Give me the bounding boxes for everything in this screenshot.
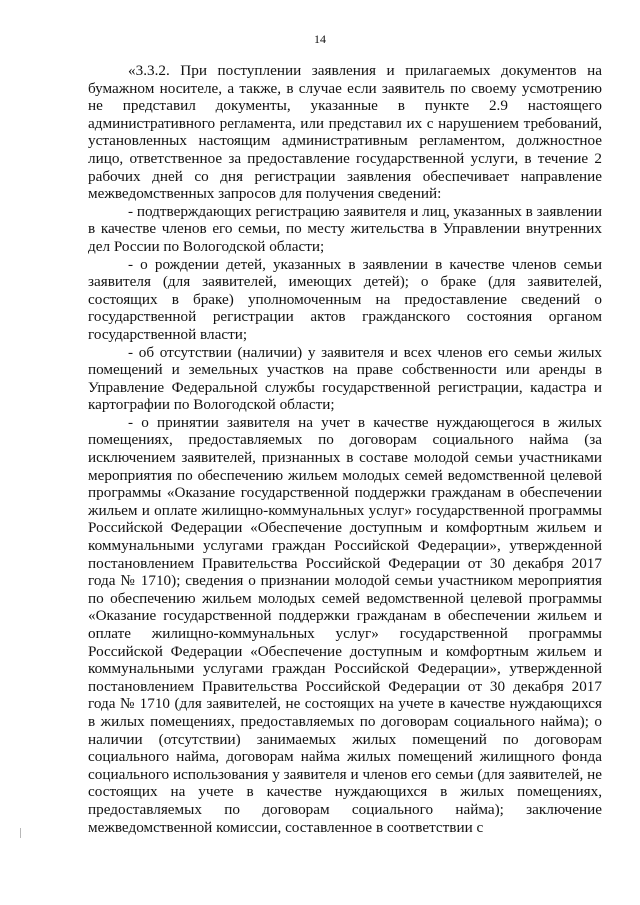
list-item-property: - об отсутствии (наличии) у заявителя и всех членов его семьи жилых помещений и земельных участков на праве собственности или аренды в Управление Федеральной службы государственной регистрации, кадастра и картографии по Вологодской области;: [88, 343, 602, 414]
paragraph-3-3-2: «3.3.2. При поступлении заявления и прилагаемых документов на бумажном носителе, а также, в случае если заявитель по своему усмотрению не представил документы, указанные в пункте 2.9 настоящего административного регламента, или представил их с нарушением требований, установленных настоящим административным регламентом, должностное лицо, ответственное за предоставление государственной услуги, в течение 2 рабочих дней со дня регистрации заявления обеспечивает направление межведомственных запросов для получения сведений:: [88, 62, 602, 203]
list-item-children-marriage: - о рождении детей, указанных в заявлении в качестве членов семьи заявителя (для заявителей, имеющих детей); о браке (для заявителей, состоящих в браке) уполномоченным на предоставление сведений о государственной регистрации актов гражданского состояния органом государственной власти;: [88, 255, 602, 343]
scan-artifact: [20, 828, 21, 838]
list-item-registration: - подтверждающих регистрацию заявителя и лиц, указанных в заявлении в качестве членов его семьи, по месту жительства в Управлении внутренних дел России по Вологодской области;: [88, 202, 602, 255]
page-number: 14: [314, 32, 326, 46]
document-body: [88, 62, 602, 836]
list-item-housing-registration: - о принятии заявителя на учет в качестве нуждающегося в жилых помещениях, предоставляемых по договорам социального найма (за исключением заявителей, признанных в составе молодой семьи участниками мероприятия по обеспечению жильем молодых семей ведомственной целевой программы «Оказание государственной поддержки гражданам в обеспечении жильем и оплате жилищно-коммунальных услуг» государственной программы Российской Федерации «Обеспечение доступным и комфортным жильем и коммунальными услугами граждан Российской Федерации», утвержденной постановлением Правительства Российской Федерации от 30 декабря 2017 года № 1710); сведения о признании молодой семьи участником мероприятия по обеспечению жильем молодых семей ведомственной целевой программы «Оказание государственной поддержки гражданам в обеспечении жильем и оплате жилищно-коммунальных услуг» государственной программы Российской Федерации «Обеспечение доступным и комфортным жильем и коммунальными услугами граждан Российской Федерации», утвержденной постановлением Правительства Российской Федерации от 30 декабря 2017 года № 1710 (для заявителей, не состоящих на учете в качестве нуждающихся в жилых помещениях, предоставляемых по договорам социального найма); о наличии (отсутствии) занимаемых жилых помещений по договорам социального найма, договорам найма жилых помещений жилищного фонда социального использования у заявителя и членов его семьи (для заявителей, не состоящих на учете в качестве нуждающихся в жилых помещениях, предоставляемых по договорам социального найма); заключение межведомственной комиссии, составленное в соответствии с: [88, 413, 602, 836]
